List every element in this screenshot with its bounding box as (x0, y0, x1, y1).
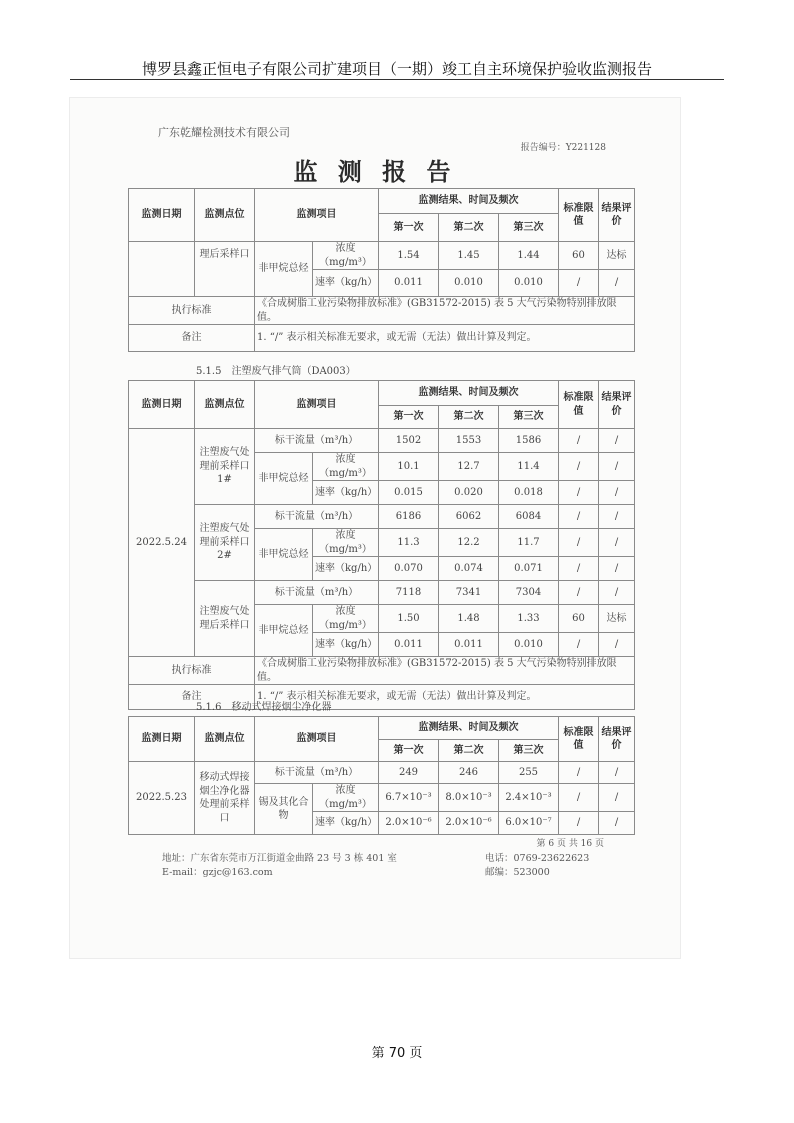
limit-cell: / (559, 429, 599, 453)
value-cell: 8.0×10⁻³ (439, 784, 499, 812)
pollutant: 非甲烷总烃 (255, 242, 313, 297)
param-flow: 标干流量（m³/h） (255, 429, 379, 453)
value-cell: 6.0×10⁻⁷ (499, 812, 559, 835)
note-text: 1. “/” 表示相关标准无要求，或无需（无法）做出计算及判定。 (255, 325, 635, 352)
limit-cell: 60 (559, 242, 599, 270)
value-cell: 0.070 (379, 557, 439, 581)
header-limit: 标准限值 (559, 189, 599, 242)
date-cell (129, 242, 195, 297)
sampling-point: 注塑废气处理前采样口2# (195, 505, 255, 581)
limit-cell: / (559, 581, 599, 605)
param-concentration: 浓度（mg/m³） (313, 529, 379, 557)
value-cell: 0.010 (439, 270, 499, 297)
standard-label: 执行标准 (129, 297, 255, 325)
value-cell: 255 (499, 762, 559, 784)
standard-text: 《合成树脂工业污染物排放标准》(GB31572-2015) 表 5 大气污染物特别排放限值。 (255, 297, 635, 325)
param-rate: 速率（kg/h） (313, 633, 379, 657)
limit-cell: / (559, 270, 599, 297)
limit-cell: / (559, 529, 599, 557)
limit-cell: / (559, 481, 599, 505)
header-evaluation: 结果评价 (599, 717, 635, 762)
pollutant: 非甲烷总烃 (255, 453, 313, 505)
header-results: 监测结果、时间及频次 (379, 189, 559, 214)
header-evaluation: 结果评价 (599, 381, 635, 429)
value-cell: 0.020 (439, 481, 499, 505)
value-cell: 1.33 (499, 605, 559, 633)
evaluation-cell: / (599, 481, 635, 505)
param-rate: 速率（kg/h） (313, 481, 379, 505)
value-cell: 1.54 (379, 242, 439, 270)
header-item: 监测项目 (255, 381, 379, 429)
monitoring-date: 2022.5.23 (129, 762, 195, 835)
value-cell: 12.2 (439, 529, 499, 557)
value-cell: 1.48 (439, 605, 499, 633)
value-cell: 12.7 (439, 453, 499, 481)
header-first: 第一次 (379, 214, 439, 242)
section-title-5-1-5: 5.1.5 注塑废气排气筒（DA003） (196, 366, 356, 377)
header-results: 监测结果、时间及频次 (379, 717, 559, 740)
evaluation-cell: 达标 (599, 605, 635, 633)
value-cell: 0.010 (499, 270, 559, 297)
header-third: 第三次 (499, 406, 559, 429)
header-first: 第一次 (379, 740, 439, 762)
evaluation-cell: / (599, 581, 635, 605)
evaluation-cell: / (599, 529, 635, 557)
value-cell: 0.071 (499, 557, 559, 581)
header-point: 监测点位 (195, 717, 255, 762)
param-concentration: 浓度（mg/m³） (313, 453, 379, 481)
scan-page-count: 第 6 页 共 16 页 (536, 839, 604, 849)
value-cell: 0.010 (499, 633, 559, 657)
pollutant: 非甲烷总烃 (255, 529, 313, 581)
sampling-point: 注塑废气处理后采样口 (195, 581, 255, 657)
evaluation-cell: / (599, 557, 635, 581)
value-cell: 1586 (499, 429, 559, 453)
param-rate: 速率（kg/h） (313, 812, 379, 835)
sampling-point: 理后采样口 (195, 242, 255, 297)
evaluation-cell: / (599, 784, 635, 812)
value-cell: 11.4 (499, 453, 559, 481)
results-table-2 (128, 380, 635, 710)
standard-text: 《合成树脂工业污染物排放标准》(GB31572-2015) 表 5 大气污染物特别排放限值。 (255, 657, 635, 685)
page-header-title: 博罗县鑫正恒电子有限公司扩建项目（一期）竣工自主环境保护验收监测报告 (141, 60, 652, 78)
value-cell: 0.074 (439, 557, 499, 581)
header-results: 监测结果、时间及频次 (379, 381, 559, 406)
header-third: 第三次 (499, 740, 559, 762)
sampling-point: 注塑废气处理前采样口1# (195, 429, 255, 505)
report-title: 监 测 报 告 (293, 157, 457, 186)
limit-cell: / (559, 505, 599, 529)
param-rate: 速率（kg/h） (313, 557, 379, 581)
value-cell: 249 (379, 762, 439, 784)
limit-cell: / (559, 633, 599, 657)
header-date: 监测日期 (129, 189, 195, 242)
value-cell: 0.018 (499, 481, 559, 505)
header-limit: 标准限值 (559, 717, 599, 762)
param-rate: 速率（kg/h） (313, 270, 379, 297)
report-number: 报告编号：Y221128 (520, 143, 606, 153)
value-cell: 246 (439, 762, 499, 784)
limit-cell: / (559, 453, 599, 481)
header-item: 监测项目 (255, 717, 379, 762)
value-cell: 10.1 (379, 453, 439, 481)
value-cell: 1502 (379, 429, 439, 453)
value-cell: 0.011 (439, 633, 499, 657)
value-cell: 2.0×10⁻⁶ (379, 812, 439, 835)
value-cell: 7118 (379, 581, 439, 605)
scanned-report-page (70, 98, 680, 958)
header-evaluation: 结果评价 (599, 189, 635, 242)
header-second: 第二次 (439, 406, 499, 429)
param-flow: 标干流量（m³/h） (255, 581, 379, 605)
limit-cell: / (559, 784, 599, 812)
value-cell: 1553 (439, 429, 499, 453)
value-cell: 11.3 (379, 529, 439, 557)
results-table-3 (128, 716, 635, 835)
lab-email: E-mail：gzjc@163.com (162, 867, 273, 878)
evaluation-cell: / (599, 762, 635, 784)
value-cell: 2.4×10⁻³ (499, 784, 559, 812)
evaluation-cell: / (599, 453, 635, 481)
param-concentration: 浓度（mg/m³） (313, 242, 379, 270)
param-concentration: 浓度（mg/m³） (313, 784, 379, 812)
pollutant: 锡及其化合物 (255, 784, 313, 835)
value-cell: 11.7 (499, 529, 559, 557)
lab-name: 广东乾耀检测技术有限公司 (158, 126, 290, 139)
value-cell: 2.0×10⁻⁶ (439, 812, 499, 835)
value-cell: 7304 (499, 581, 559, 605)
value-cell: 1.45 (439, 242, 499, 270)
evaluation-cell: / (599, 812, 635, 835)
param-flow: 标干流量（m³/h） (255, 505, 379, 529)
value-cell: 1.44 (499, 242, 559, 270)
evaluation-cell: 达标 (599, 242, 635, 270)
lab-address: 地址：广东省东莞市万江街道金曲路 23 号 3 栋 401 室 (162, 853, 397, 864)
value-cell: 6186 (379, 505, 439, 529)
limit-cell: / (559, 557, 599, 581)
value-cell: 0.015 (379, 481, 439, 505)
limit-cell: / (559, 762, 599, 784)
header-rule (70, 79, 724, 80)
results-table-1 (128, 188, 635, 352)
header-date: 监测日期 (129, 717, 195, 762)
note-label: 备注 (129, 685, 255, 710)
lab-phone: 电话：0769-23622623 (485, 853, 590, 864)
pollutant: 非甲烷总烃 (255, 605, 313, 657)
note-text: 1. “/” 表示相关标准无要求，或无需（无法）做出计算及判定。 (255, 685, 635, 710)
page-number: 第 70 页 (371, 1046, 423, 1061)
section-title-5-1-6: 5.1.6 移动式焊接烟尘净化器 (196, 702, 332, 713)
header-third: 第三次 (499, 214, 559, 242)
standard-label: 执行标准 (129, 657, 255, 685)
header-point: 监测点位 (195, 381, 255, 429)
value-cell: 6062 (439, 505, 499, 529)
value-cell: 6084 (499, 505, 559, 529)
value-cell: 1.50 (379, 605, 439, 633)
limit-cell: / (559, 812, 599, 835)
evaluation-cell: / (599, 505, 635, 529)
header-date: 监测日期 (129, 381, 195, 429)
header-limit: 标准限值 (559, 381, 599, 429)
param-flow: 标干流量（m³/h） (255, 762, 379, 784)
monitoring-date: 2022.5.24 (129, 429, 195, 657)
evaluation-cell: / (599, 270, 635, 297)
note-label: 备注 (129, 325, 255, 352)
header-first: 第一次 (379, 406, 439, 429)
evaluation-cell: / (599, 429, 635, 453)
param-concentration: 浓度（mg/m³） (313, 605, 379, 633)
lab-postcode: 邮编：523000 (485, 867, 550, 878)
limit-cell: 60 (559, 605, 599, 633)
header-second: 第二次 (439, 214, 499, 242)
header-item: 监测项目 (255, 189, 379, 242)
header-second: 第二次 (439, 740, 499, 762)
sampling-point: 移动式焊接烟尘净化器处理前采样口 (195, 762, 255, 835)
value-cell: 0.011 (379, 270, 439, 297)
evaluation-cell: / (599, 633, 635, 657)
value-cell: 6.7×10⁻³ (379, 784, 439, 812)
value-cell: 0.011 (379, 633, 439, 657)
header-point: 监测点位 (195, 189, 255, 242)
value-cell: 7341 (439, 581, 499, 605)
